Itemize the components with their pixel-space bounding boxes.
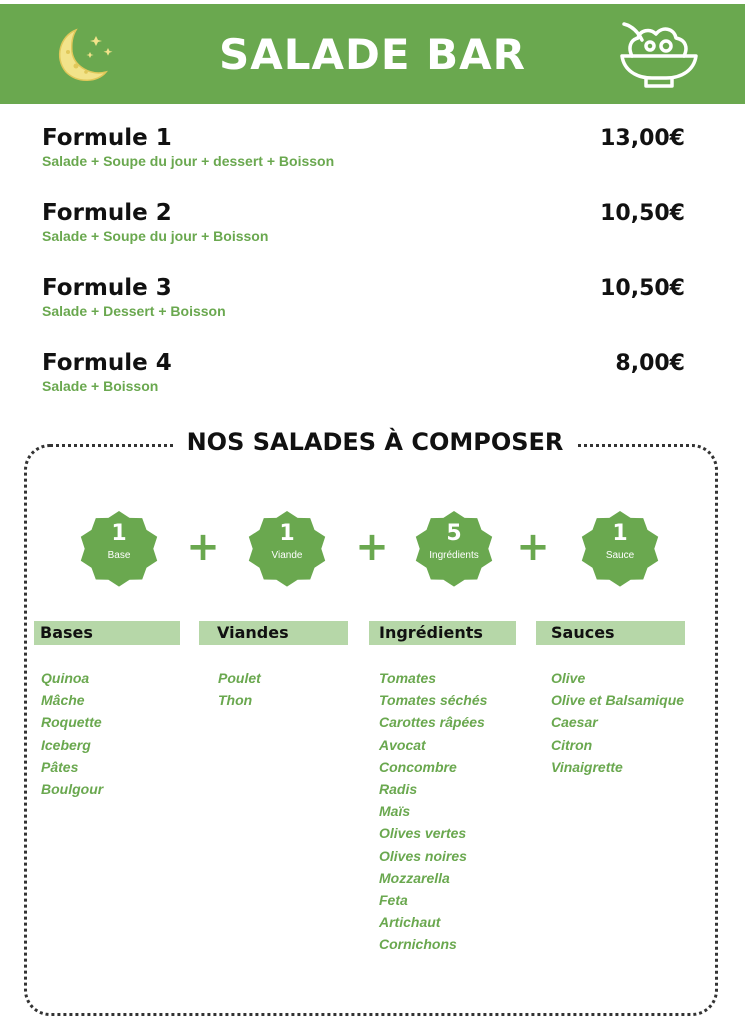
list-item: Boulgour <box>41 781 104 798</box>
badge-number: 5 <box>446 521 462 546</box>
crescent-moon-stars-icon <box>46 22 118 88</box>
badge-number: 1 <box>111 521 127 546</box>
column-list <box>369 667 516 956</box>
formule-price: 13,00€ <box>600 126 685 151</box>
formule-description: Salade + Soupe du jour + dessert + Boisson <box>42 153 335 169</box>
plus-sign: + <box>186 524 220 570</box>
plus-sign: + <box>516 524 550 570</box>
badge-label: Ingrédients <box>429 550 479 561</box>
list-item: Carottes râpées <box>379 714 485 731</box>
formule-item <box>42 274 687 349</box>
list-item: Mâche <box>41 692 85 709</box>
list-item: Cornichons <box>379 936 457 953</box>
step-badge-sauce <box>575 503 665 593</box>
list-item: Olives vertes <box>379 825 467 842</box>
list-item: Vinaigrette <box>551 758 623 775</box>
list-item: Olive et Balsamique <box>551 692 685 709</box>
compose-section-title <box>0 428 750 456</box>
list-item: Thon <box>218 692 253 709</box>
badge-label: Viande <box>271 550 303 561</box>
header-banner <box>0 4 745 104</box>
list-item: Maïs <box>379 803 411 820</box>
badge-seal-shape <box>575 503 665 593</box>
list-item: Tomates séchés <box>379 692 488 709</box>
formule-name: Formule 3 <box>42 275 172 301</box>
badge-label: Base <box>107 550 131 561</box>
list-item: Pâtes <box>41 758 79 775</box>
compose-title-text: NOS SALADES À COMPOSER <box>175 428 576 456</box>
page-title: SALADE BAR <box>218 29 527 79</box>
list-item: Citron <box>551 736 593 753</box>
column-header: Sauces <box>536 621 685 645</box>
column-ingredients <box>369 621 516 956</box>
badge-label: Sauce <box>605 550 635 561</box>
column-header: Bases <box>34 621 180 645</box>
column-bases <box>34 621 180 800</box>
column-list <box>199 667 348 711</box>
list-item: Artichaut <box>379 914 441 931</box>
list-item: Poulet <box>218 670 261 686</box>
plus-sign: + <box>355 524 389 570</box>
badge-seal-shape <box>242 503 332 593</box>
list-item: Radis <box>379 781 418 798</box>
formule-price: 10,50€ <box>600 201 685 226</box>
list-item: Iceberg <box>41 736 91 753</box>
formule-price: 10,50€ <box>600 276 685 301</box>
formule-name: Formule 4 <box>42 350 172 376</box>
column-list <box>536 667 685 778</box>
column-viandes <box>199 621 348 711</box>
list-item: Roquette <box>41 714 102 731</box>
list-item: Mozzarella <box>379 869 450 886</box>
step-badge-base <box>74 503 164 593</box>
formule-item <box>42 349 687 424</box>
step-badge-viande <box>242 503 332 593</box>
badge-number: 1 <box>612 521 628 546</box>
formules-list <box>42 124 687 424</box>
formule-description: Salade + Boisson <box>42 378 159 394</box>
formule-price: 8,00€ <box>615 351 685 376</box>
list-item: Olives noires <box>379 847 467 864</box>
list-item: Caesar <box>551 714 598 731</box>
list-item: Tomates <box>379 670 437 686</box>
column-list <box>34 667 180 800</box>
formule-name: Formule 1 <box>42 125 172 151</box>
formule-item <box>42 124 687 199</box>
list-item: Feta <box>379 892 408 909</box>
salad-bowl-icon <box>616 18 702 90</box>
formule-name: Formule 2 <box>42 200 172 226</box>
badge-number: 1 <box>279 521 295 546</box>
column-sauces <box>536 621 685 778</box>
formule-item <box>42 199 687 274</box>
formule-description: Salade + Dessert + Boisson <box>42 303 226 319</box>
list-item: Avocat <box>379 736 426 753</box>
list-item: Concombre <box>379 758 457 775</box>
formule-description: Salade + Soupe du jour + Boisson <box>42 228 269 244</box>
column-header: Ingrédients <box>369 621 516 645</box>
badge-seal-shape <box>409 503 499 593</box>
list-item: Quinoa <box>41 670 90 686</box>
badge-seal-shape <box>74 503 164 593</box>
column-header: Viandes <box>199 621 348 645</box>
step-badge-ingredients <box>409 503 499 593</box>
list-item: Olive <box>551 670 586 686</box>
